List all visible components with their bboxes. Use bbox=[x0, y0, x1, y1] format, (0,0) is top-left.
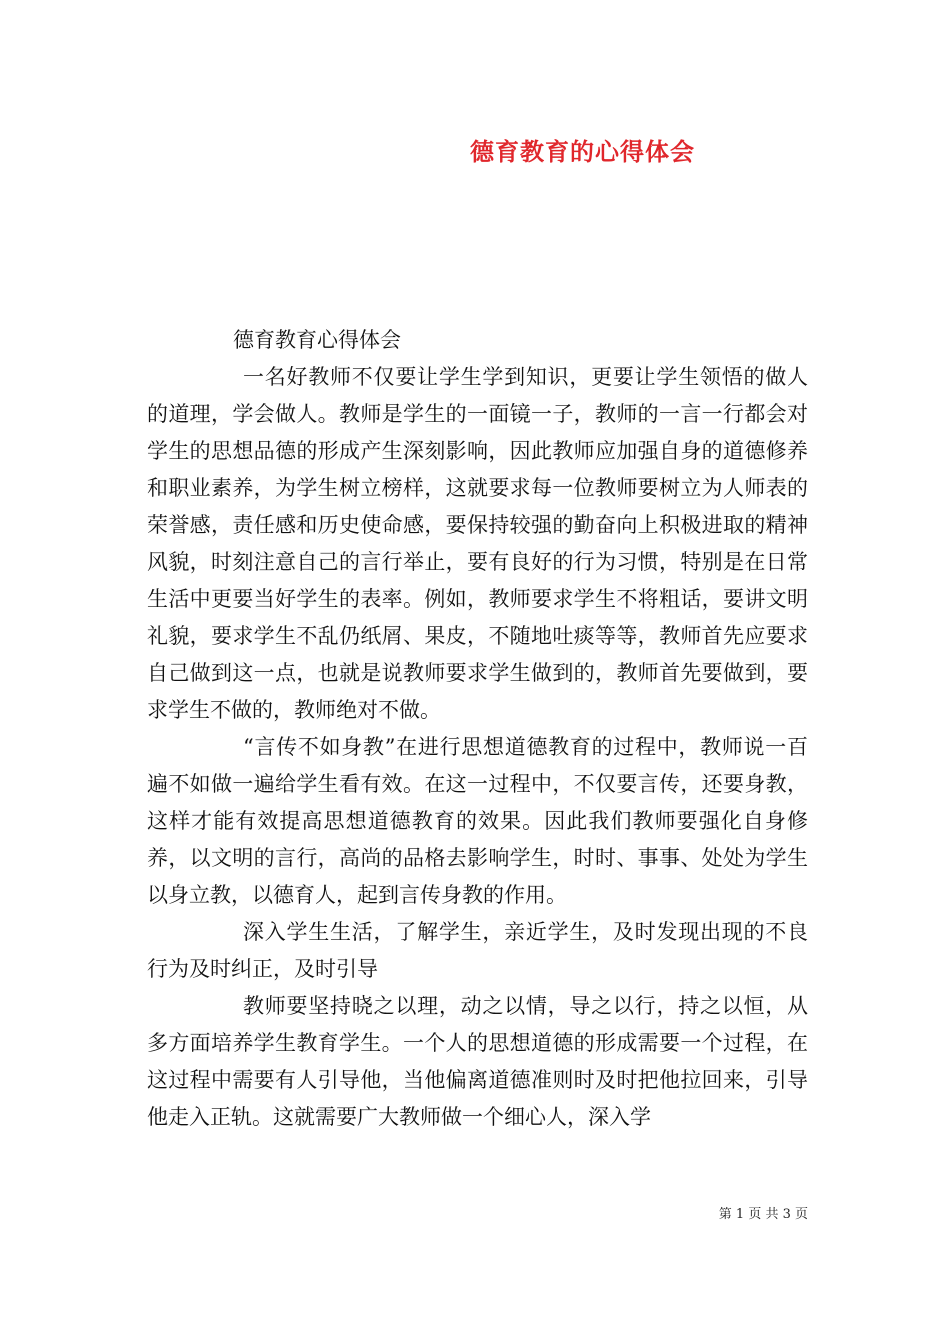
document-body bbox=[147, 322, 808, 1136]
document-title: 德育教育的心得体会 bbox=[470, 137, 695, 166]
paragraph-2: “言传不如身教”在进行思想道德教育的过程中，教师说一百遍不如做一遍给学生看有效。在这一过程中，不仅要言传，还要身教，这样才能有效提高思想道德教育的效果。因此我们教师要强化自身修养，以文明的言行，高尚的品格去影响学生，时时、事事、处处为学生以身立教，以德育人，起到言传身教的作用。 bbox=[147, 735, 808, 907]
paragraph-4: 教师要坚持晓之以理，动之以情，导之以行，持之以恒，从多方面培养学生教育学生。一个人的思想道德的形成需要一个过程，在这过程中需要有人引导他，当他偏离道德准则时及时把他拉回来，引导他走入正轨。这就需要广大教师做一个细心人，深入学 bbox=[147, 994, 808, 1129]
page-number-footer: 第 1 页 共 3 页 bbox=[718, 1207, 808, 1222]
section-heading: 德育教育心得体会 bbox=[233, 328, 401, 352]
paragraph-1: 一名好教师不仅要让学生学到知识，更要让学生领悟的做人的道理，学会做人。教师是学生的一面镜一子，教师的一言一行都会对学生的思想品德的形成产生深刻影响，因此教师应加强自身的道德修养和职业素养，为学生树立榜样，这就要求每一位教师要树立为人师表的荣誉感，责任感和历史使命感，要保持较强的勤奋向上积极进取的精神风貌，时刻注意自己的言行举止，要有良好的行为习惯，特别是在日常生活中更要当好学生的表率。例如，教师要求学生不将粗话，要讲文明礼貌，要求学生不乱仍纸屑、果皮，不随地吐痰等等，教师首先应要求自己做到这一点，也就是说教师要求学生做到的，教师首先要做到，要求学生不做的，教师绝对不做。 bbox=[147, 365, 808, 722]
paragraph-3: 深入学生生活，了解学生，亲近学生，及时发现出现的不良行为及时纠正，及时引导 bbox=[147, 920, 808, 981]
